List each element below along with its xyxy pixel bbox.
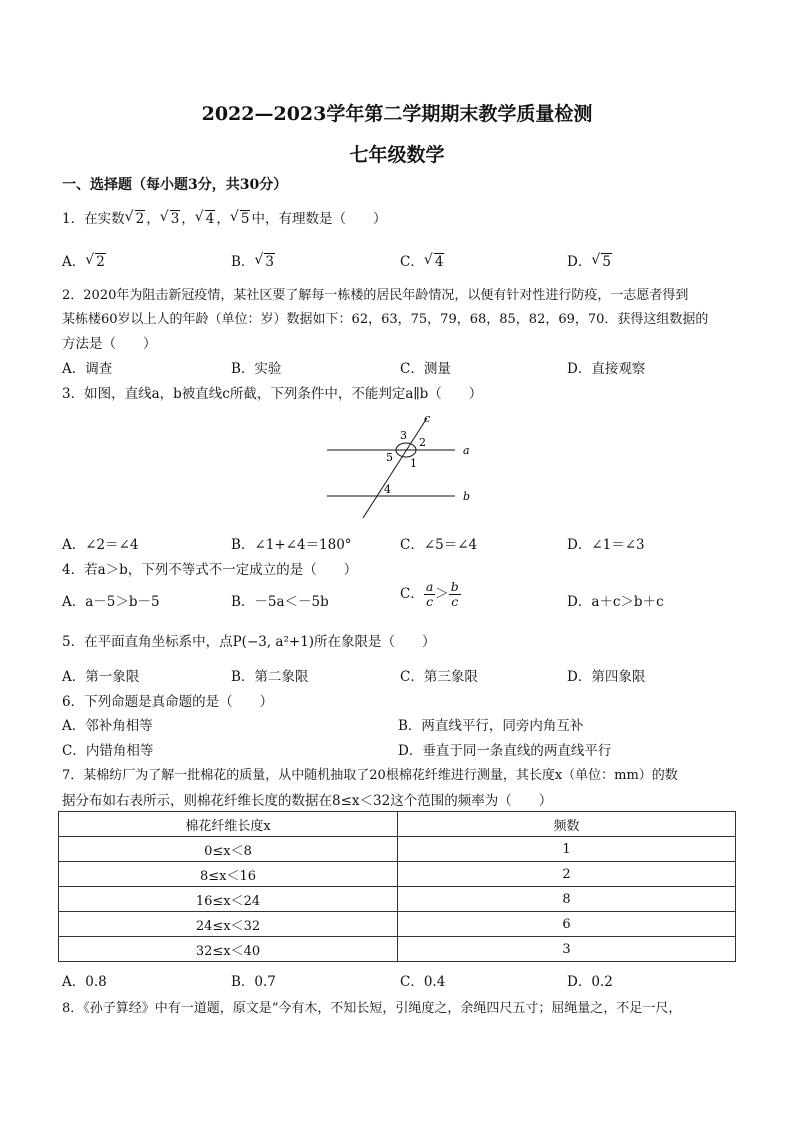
table-header: 频数 xyxy=(398,812,736,837)
q5-text: 5．在平面直角坐标系中，点P(−3, a²+1)所在象限是（ ） xyxy=(62,634,436,650)
q8-text: 8．《孙子算经》中有一道题，原文是“今有木，不知长短，引绳度之，余绳四尺五寸；屈绳量之，不足一尺， xyxy=(62,1001,682,1016)
q5-option-b[interactable]: B．第二象限 xyxy=(231,669,309,685)
angle-1: 1 xyxy=(410,457,417,470)
sqrt-2: √ 2 xyxy=(126,211,146,227)
q1-option-d[interactable]: D．√ 5 xyxy=(567,250,613,270)
table-row xyxy=(59,862,736,887)
q7-option-d[interactable]: D．0.2 xyxy=(567,974,613,990)
q6-option-b[interactable]: B．两直线平行，同旁内角互补 xyxy=(398,718,584,734)
frequency-table xyxy=(58,811,736,962)
table-cell: 8 xyxy=(398,887,736,912)
q6-option-c[interactable]: C．内错角相等 xyxy=(62,743,154,759)
q4-option-a[interactable]: A．a－5＞b－5 xyxy=(62,594,160,610)
q7-option-a[interactable]: A．0.8 xyxy=(62,974,107,990)
q3-option-c[interactable]: C．∠5＝∠4 xyxy=(400,537,478,553)
table-row xyxy=(59,937,736,962)
q2-option-d[interactable]: D．直接观察 xyxy=(567,361,646,377)
q3-option-b[interactable]: B．∠1+∠4＝180° xyxy=(231,537,352,553)
q7-option-b[interactable]: B．0.7 xyxy=(231,974,276,990)
angle-4: 4 xyxy=(384,483,391,496)
label-c: c xyxy=(424,412,431,425)
q1-option-c[interactable]: C．√ 4 xyxy=(400,250,445,270)
q2-option-c[interactable]: C．测量 xyxy=(400,361,451,377)
table-row xyxy=(59,912,736,937)
fraction-a-over-c: $\frac{a}{c}$ xyxy=(425,579,434,609)
q1-option-b[interactable]: B．√ 3 xyxy=(231,250,276,270)
line-c xyxy=(363,418,427,518)
q3-text: 3．如图，直线a，b被直线c所截，下列条件中，不能判定a∥b（ ） xyxy=(62,386,483,402)
table-cell: 3 xyxy=(398,937,736,962)
q7-line1: 7．某棉纺厂为了解一批棉花的质量，从中随机抽取了20根棉花纤维进行测量，其长度x（单位：mm）的数 xyxy=(62,768,678,783)
q4-text: 4．若a＞b，下列不等式不一定成立的是（ ） xyxy=(62,562,358,578)
table-cell: 8≤x＜16 xyxy=(59,862,398,887)
fraction-b-over-c: $\frac{b}{c}$ xyxy=(450,579,459,609)
table-header-row xyxy=(59,812,736,837)
angle-5: 5 xyxy=(386,451,393,464)
question-1: 1．在实数√ 2 ，√ 3 ，√ 4 ，√ 5 中，有理数是（ ） xyxy=(62,207,386,227)
q5-option-a[interactable]: A．第一象限 xyxy=(62,669,140,685)
q3-option-d[interactable]: D．∠1＝∠3 xyxy=(567,537,645,553)
q4-option-c[interactable]: C． $\frac{a}{c}$ ＞ $\frac{b}{c}$ xyxy=(400,579,459,609)
table-cell: 2 xyxy=(398,862,736,887)
sqrt-3: √ 3 xyxy=(161,211,181,227)
q6-option-a[interactable]: A．邻补角相等 xyxy=(62,718,153,734)
q5-option-c[interactable]: C．第三象限 xyxy=(400,669,478,685)
q3-option-a[interactable]: A．∠2＝∠4 xyxy=(62,537,139,553)
parallel-lines-figure xyxy=(315,408,485,520)
table-cell: 16≤x＜24 xyxy=(59,887,398,912)
table-cell: 0≤x＜8 xyxy=(59,837,398,862)
q2-line1: 2．2020年为阻击新冠疫情，某社区要了解每一栋楼的居民年龄情况，以便有针对性进行防疫，一志愿者得到 xyxy=(62,288,689,303)
q2-option-a[interactable]: A．调查 xyxy=(62,361,113,377)
table-cell: 6 xyxy=(398,912,736,937)
section-heading: 一、选择题（每小题3分，共30分） xyxy=(62,177,288,193)
table-cell: 32≤x＜40 xyxy=(59,937,398,962)
table-cell: 24≤x＜32 xyxy=(59,912,398,937)
q2-line2: 某栋楼60岁以上人的年龄（单位：岁）数据如下：62，63，75，79，68，85，82，69，70．获得这组数据的 xyxy=(62,312,709,327)
angle-2: 2 xyxy=(419,436,426,449)
table-row xyxy=(59,837,736,862)
exam-title: 2022—2023学年第二学期期末教学质量检测 xyxy=(201,103,593,125)
table-row xyxy=(59,887,736,912)
q5-option-d[interactable]: D．第四象限 xyxy=(567,669,646,685)
angle-3: 3 xyxy=(400,429,407,442)
table-cell: 1 xyxy=(398,837,736,862)
q2-line3: 方法是（ ） xyxy=(62,336,157,352)
q7-line2: 据分布如右表所示，则棉花纤维长度的数据在8≤x＜32这个范围的频率为（ ） xyxy=(62,793,553,809)
sqrt-5: √ 5 xyxy=(231,211,251,227)
label-b: b xyxy=(463,490,471,503)
q4-option-d[interactable]: D．a＋c＞b＋c xyxy=(567,594,664,610)
sqrt-4: √ 4 xyxy=(196,211,216,227)
q1-prefix: 1．在实数 xyxy=(62,211,125,227)
q7-option-c[interactable]: C．0.4 xyxy=(400,974,446,990)
q1-suffix: 中，有理数是（ ） xyxy=(251,211,387,227)
exam-subtitle: 七年级数学 xyxy=(349,144,445,166)
table-header: 棉花纤维长度x xyxy=(59,812,398,837)
q6-text: 6．下列命题是真命题的是（ ） xyxy=(62,694,274,710)
q1-option-a[interactable]: A．√ 2 xyxy=(62,250,107,270)
q2-option-b[interactable]: B．实验 xyxy=(231,361,282,377)
label-a: a xyxy=(463,444,470,457)
q6-option-d[interactable]: D．垂直于同一条直线的两直线平行 xyxy=(398,743,612,759)
q4-option-b[interactable]: B．－5a＜－5b xyxy=(231,594,329,610)
